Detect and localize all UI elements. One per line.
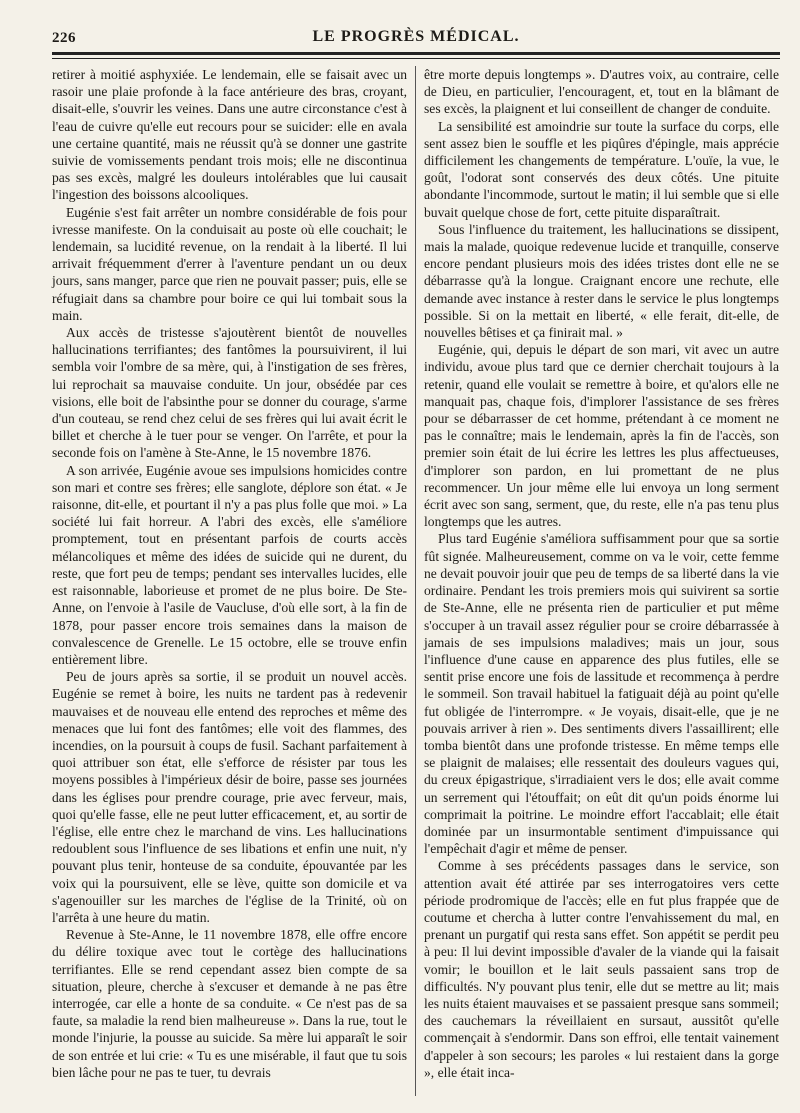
journal-title: LE PROGRÈS MÉDICAL. [312,28,520,45]
header-rule-thin [52,58,780,59]
paragraph: Revenue à Ste-Anne, le 11 novembre 1878, elle offre encore du délire toxique avec tout le cortège des hallucinations terrifiantes. Elle se rend cependant assez bien compte de sa situation, pleure, cherche à s'excuser et demande à ne pas être interrogée, car elle a honte de sa conduite. « Ce n'est pas de sa faute, sa maladie la rend bien malheureuse ». Dans la rue, tout le monde l'injurie, la pousse au suicide. Sa mère lui apparaît le soir de son entrée et lui crie: « Tu es une misérable, il faut que tu sois bien lâche pour ne pas te tuer, tu devrais [52,927,407,1080]
paragraph: Aux accès de tristesse s'ajoutèrent bientôt de nouvelles hallucinations terrifiantes; des fantômes la poursuivirent, il lui sembla voir l'ombre de sa mère, qui, à l'instigation de ses frères, lui reprochait sa mauvaise conduite. Un jour, obsédée par ces visions, elle boit de l'absinthe pour se donner du courage, s'arme d'un couteau, se rend chez celui de ses frères qui lui avait écrit le billet et cherche à le tuer pour se venger. On l'arrête, et pour la seconde fois on l'amène à Ste-Anne, le 15 novembre 1876. [52,325,407,461]
paragraph: Eugénie, qui, depuis le départ de son mari, vit avec un autre individu, avoue plus tard que ce dernier cherchait toujours à la retenir, quand elle voulait se remettre à boire, et qu'alors elle ne manquait pas, chaque fois, d'implorer l'assistance de ses frères pour se débarrasser de cet homme, prétendant à ce moment ne pas le connaître; mais le lendemain, après la fin de l'accès, son premier soin était de lui écrire les lettres les plus affectueuses, d'implorer son pardon, en lui promettant de ne plus recommencer. Un jour même elle lui envoya un long serment écrit avec son sang, serment, que, du reste, elle n'a pas tenu plus longtemps que les autres. [424,342,779,530]
paragraph: La sensibilité est amoindrie sur toute la surface du corps, elle sent assez bien le souffle et les piqûres d'épingle, mais apprécie difficilement les changements de température. L'ouïe, la vue, le goût, l'odorat sont conservés des deux côtés. Une pituite abondante l'incommode, surtout le matin; il lui semble que si elle buvait quelque chose de fort, cette pituite disparaîtrait. [424,118,779,220]
paragraph: Comme à ses précédents passages dans le service, son attention avait été attirée par ses interrogatoires vers cette période prodromique de l'accès; elle en fut plus frappée que de coutume et chercha à lutter contre l'envahissement du mal, en prenant un purgatif qui resta sans effet. Son appétit se perdit peu à peu: Il lui devint impossible d'avaler de la viande qui la faisait vomir; le bouillon et le lait seuls passaient sans trop de difficultés. N'y pouvant plus tenir, elle dut se mettre au lit; mais les nuits étaient mauvaises et se passaient presque sans sommeil; des cauchemars la réveillaient en sursaut, aussitôt qu'elle commençait à s'endormir. Dans son effroi, elle tentait vainement d'appeler à son secours; les paroles « lui restaient dans la gorge », elle était inca- [424,858,779,1080]
paragraph: Eugénie s'est fait arrêter un nombre considérable de fois pour ivresse manifeste. On la conduisait au poste où elle couchait; le lendemain, sa lucidité revenue, on la rendait à la liberté. Il lui arrivait fréquemment d'errer à l'aventure pendant un ou deux jours, sans manger, parce que rien ne pouvait passer; puis, elle se réfugiait dans sa chambre pour boire ce qui lui tombait sous la main. [52,204,407,323]
right-column [424,66,779,1081]
left-column [52,66,407,1081]
paragraph: Peu de jours après sa sortie, il se produit un nouvel accès. Eugénie se remet à boire, les nuits ne tardent pas à redevenir mauvaises et de nouveau elle entend des reproches et même des menaces que lui font des fantômes; elle voit des flammes, des incendies, on la poursuit à coups de fusil. Sachant parfaitement à quoi attribuer son état, elle s'efforce de résister par tous les moyens possibles à l'impérieux désir de boire, passe ses journées dans les églises pour prendre courage, prie avec ferveur, mais, quoi qu'elle fasse, elle ne peut lutter efficacement, et, au sortir de l'église, elle entre chez le marchand de vins. Les hallucinations redoublent sous l'influence de ses libations et enfin une nuit, n'y pouvant plus tenir, honteuse de sa conduite, épouvantée par les voix qui la poursuivent, elle se lève, quitte son domicile et va s'agenouiller sur les marches de l'église de la Trinité, où on l'arrêta à une heure du matin. [52,669,407,925]
column-divider [415,66,416,1096]
paragraph: Plus tard Eugénie s'améliora suffisamment pour que sa sortie fût signée. Malheureusement, comme on va le voir, cette femme ne devait pouvoir jouir que peu de temps de sa liberté dans la vie ordinaire. Pendant les trois premiers mois qui suivirent sa sortie de Ste-Anne, elle ne présenta rien de particulier et put même s'occuper à un travail assez régulier pour se croire débarrassée à jamais de ses impulsions maladives; mais un jour, sous l'influence d'une cause en apparence des plus futiles, elle se sentit prise encore une fois de lassitude et recommença à perdre le sommeil. Son travail habituel la fatiguait déjà au point qu'elle fut obligée de l'interrompre. « Je voyais, disait-elle, que je ne pouvais arriver à rien ». Des sentiments divers l'assaillirent; elle tomba bientôt dans une profonde tristesse. En même temps elle se plaignit de malaises; elle ressentait des douleurs vagues qui, du creux épigastrique, s'irradiaient vers le dos; elle avait comme un serrement qui l'étouffait; on eût dit qu'un poids énorme lui comprimait la poitrine. Le moindre effort l'accablait; elle était dominée par un insurmontable sentiment d'impuissance qui l'empêchait d'agir et même de penser. [424,531,779,857]
header-rule-thick [52,52,780,55]
paragraph: retirer à moitié asphyxiée. Le lendemain, elle se faisait avec un rasoir une plaie profonde à la face antérieure des bras, croyant, disait-elle, s'ouvrir les veines. Dans une autre circonstance c'est à l'eau de cuivre qu'elle eut recours pour se suicider: elle en avala une certaine quantité, mais ne réussit qu'à se donner une gastrite suivie de vomissements pendant trois mois; elle ne discontinua pas ses excès, malgré les douleurs intolérables que lui causait l'ingestion des boissons alcooliques. [52,67,407,203]
page-number: 226 [52,30,76,46]
paragraph: A son arrivée, Eugénie avoue ses impulsions homicides contre son mari et contre ses frères; elle sanglote, déplore son état. « Je raisonne, dit-elle, et pourtant il n'y a pas plus folle que moi. » La société lui fait horreur. A l'abri des excès, elle s'améliore promptement, tout en présentant parfois de courts accès mélancoliques et même des idées de suicide qui ne durent, du reste, que fort peu de temps; pendant ses intervalles lucides, elle est raisonnable, laborieuse et promet de ne plus boire. De Ste-Anne, on l'envoie à l'asile de Vaucluse, d'où elle sort, à la fin de 1878, pour passer encore trois semaines dans la maison de convalescence de Grenelle. Le 15 octobre, elle se trouve enfin entièrement libre. [52,462,407,667]
paragraph: Sous l'influence du traitement, les hallucinations se dissipent, mais la malade, quoique redevenue lucide et tranquille, conserve encore pendant plusieurs mois des idées tristes dont elle ne se débarrasse qu'à la longue. Craignant encore une rechute, elle demande avec instance à rester dans le service le plus longtemps possible. Si on la mettait en liberté, « elle ferait, dit-elle, de nouvelles bêtises et ça finirait mal. » [424,221,779,341]
page-header [52,26,780,48]
paragraph: être morte depuis longtemps ». D'autres voix, au contraire, celle de Dieu, en particulier, l'encouragent, et, tout en la blâmant de ses excès, la plaignent et lui conseillent de changer de conduite. [424,67,779,117]
